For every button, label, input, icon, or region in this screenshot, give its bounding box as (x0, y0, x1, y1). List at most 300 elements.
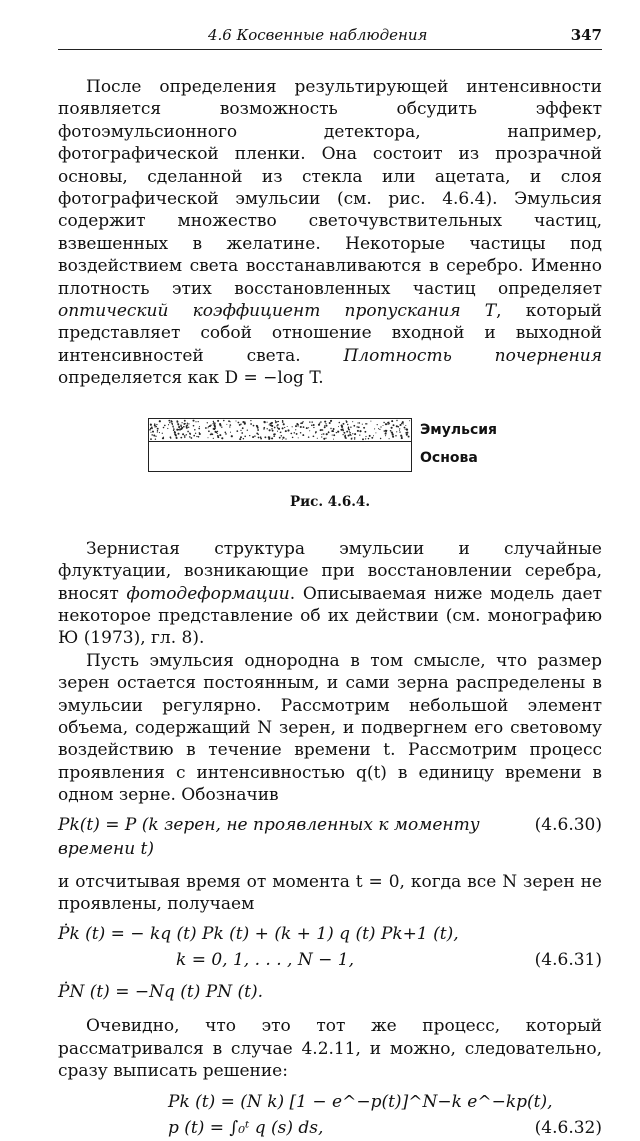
grain-dot (296, 433, 298, 435)
grain-dot (221, 437, 223, 439)
page-number: 347 (570, 26, 602, 44)
grain-dot (408, 435, 410, 437)
grain-dot (392, 433, 394, 435)
grain-dot (322, 429, 324, 431)
grain-dot (274, 433, 276, 435)
grain-dot (359, 430, 361, 432)
grain-dot (321, 434, 322, 435)
figure-caption: Рис. 4.6.4. (289, 493, 371, 510)
grain-dot (221, 426, 222, 427)
equation-line-2: k = 0, 1, . . . , N − 1, (176, 950, 354, 971)
grain-dot (405, 428, 406, 429)
grain-dot (377, 424, 378, 425)
grain-dot (344, 432, 346, 434)
grain-dot (325, 423, 326, 424)
grain-dot (362, 438, 364, 440)
grain-dot (392, 435, 394, 437)
grain-dot (219, 424, 221, 426)
grain-dot (150, 427, 151, 428)
grain-dot (351, 434, 352, 435)
grain-dot (267, 421, 268, 422)
grain-dot (346, 430, 348, 432)
grain-dot (406, 433, 408, 435)
grain-dot (257, 429, 259, 431)
grain-dot (263, 428, 264, 429)
grain-dot (195, 432, 196, 433)
equation-number: (4.6.30) (534, 814, 602, 835)
grain-dot (258, 436, 260, 438)
grain-dot (271, 425, 273, 427)
grain-dot (278, 428, 280, 430)
page (58, 22, 602, 1141)
grain-dot (396, 431, 397, 432)
paragraph-1: После определения результирующей интенсивности появляется возможность обсудить эффект фотоэмульсионного детектора, например, фотографической пленки. Она состоит из прозрачной основы, сделанной из стекла или ацетата, и слоя фотографической эмульсии (см. рис. 4.6.4). Эмульсия содержит множество светочувствительных частиц, взвешенных в желатине. Некоторые частицы под воздействием света восстанавливаются в серебро. Именно плотность этих восстановленных частиц определяет оптический коэффициент пропускания T, который представляет собой отношение входной и выходной интенсивностей света. Плотность почернения определяется как D = −log T. (58, 77, 602, 389)
grain-dot (207, 422, 208, 423)
grain-dot (332, 434, 333, 435)
grain-dot (298, 437, 299, 438)
grain-dot (347, 423, 348, 424)
grain-dot (187, 422, 188, 423)
grain-dot (217, 430, 218, 431)
grain-dot (362, 423, 363, 424)
grain-dot (224, 431, 226, 433)
grain-dot (189, 436, 191, 438)
grain-dot (175, 434, 177, 436)
grain-dot (385, 423, 387, 425)
grain-dot (346, 421, 347, 422)
grain-dot (337, 430, 339, 432)
grain-dot (179, 429, 181, 431)
grain-dot (214, 422, 216, 424)
grain-dot (157, 431, 158, 432)
grain-dot (155, 435, 156, 436)
term-optical-transmission: оптический коэффициент пропускания T (58, 301, 497, 322)
grain-dot (193, 425, 195, 427)
grain-dot (247, 429, 248, 430)
grain-dot (164, 424, 166, 426)
grain-dot (167, 428, 168, 429)
grain-dot (208, 437, 209, 438)
grain-dot (219, 434, 221, 436)
grain-dot (396, 425, 398, 427)
equation-line-3: ṖN (t) = −Nq (t) PN (t). (58, 982, 263, 1003)
equation-body: Pk(t) = P (k зерен, не проявленных к моменту времени t) (58, 814, 480, 859)
grain-dot (282, 438, 283, 439)
grain-dot (196, 436, 197, 437)
grain-dot (240, 429, 241, 430)
grain-dot (290, 432, 292, 434)
grain-dot (349, 431, 350, 432)
grain-dot (285, 430, 287, 432)
grain-dot (342, 429, 344, 431)
grain-dot (319, 422, 320, 423)
grain-dot (223, 419, 225, 421)
grain-dot (229, 424, 231, 426)
grain-dot (252, 436, 254, 438)
grain-dot (363, 427, 365, 429)
grain-dot (354, 437, 356, 439)
grain-dot (237, 421, 239, 423)
grain-dot (177, 423, 179, 425)
grain-dot (320, 421, 322, 423)
grain-dot (184, 419, 186, 421)
emulsion-grain-pattern (149, 419, 411, 441)
grain-dot (277, 425, 278, 426)
grain-dot (176, 437, 178, 439)
grain-dot (323, 433, 325, 435)
grain-dot (263, 421, 265, 423)
grain-dot (151, 427, 153, 429)
grain-dot (250, 420, 251, 421)
grain-dot (393, 424, 395, 426)
grain-dot (186, 434, 187, 435)
grain-dot (366, 423, 367, 424)
grain-dot (300, 426, 302, 428)
paragraph-3: Пусть эмульсия однородна в том смысле, что размер зерен остается постоянным, и сами зерна распределены в эмульсии регулярно. Рассмотрим небольшой элемент объема, содержащий N зерен, и подвергнем его световому воздействию в течение времени t. Рассмотрим процесс проявления с интенсивностью q(t) в единицу времени в одном зерне. Обозначив (58, 650, 602, 806)
grain-dot (326, 433, 328, 435)
term-photodeformation: фотодеформации (126, 583, 290, 604)
grain-dot (274, 426, 276, 428)
grain-dot (373, 435, 374, 436)
grain-dot (159, 432, 160, 433)
grain-dot (383, 430, 385, 432)
grain-dot (300, 422, 302, 424)
grain-dot (159, 420, 161, 422)
grain-dot (333, 438, 334, 439)
grain-dot (210, 434, 211, 435)
grain-dot (358, 426, 360, 428)
grain-dot (157, 427, 159, 429)
grain-dot (176, 420, 178, 422)
grain-dot (260, 437, 262, 439)
grain-dot (173, 426, 174, 427)
grain-dot (214, 425, 216, 427)
grain-dot (405, 432, 407, 434)
grain-dot (359, 422, 360, 423)
grain-dot (249, 435, 250, 436)
grain-dot (240, 423, 241, 424)
grain-dot (303, 426, 305, 428)
grain-dot (285, 438, 286, 439)
grain-dot (198, 427, 200, 429)
grain-dot (287, 429, 289, 431)
grain-dot (375, 432, 376, 433)
grain-dot (275, 420, 276, 421)
grain-dot (371, 437, 373, 439)
grain-dot (364, 431, 366, 433)
grain-dot (176, 428, 178, 430)
grain-dot (229, 426, 230, 427)
grain-dot (178, 426, 180, 428)
grain-dot (404, 426, 406, 428)
grain-dot (315, 431, 317, 433)
grain-dot (313, 427, 314, 428)
grain-dot (333, 434, 335, 436)
grain-dot (406, 428, 408, 430)
grain-dot (330, 427, 331, 428)
grain-dot (180, 425, 182, 427)
grain-dot (193, 434, 195, 436)
grain-dot (320, 429, 322, 431)
grain-dot (211, 432, 212, 433)
equation-line-1: Pk (t) = (N k) [1 − e^−p(t)]^N−k e^−kp(t), (168, 1091, 553, 1112)
grain-dot (317, 437, 318, 438)
grain-dot (380, 437, 381, 438)
grain-dot (300, 432, 302, 434)
grain-dot (354, 433, 356, 435)
grain-dot (383, 421, 384, 422)
grain-dot (380, 426, 381, 427)
grain-dot (391, 426, 393, 428)
grain-dot (269, 424, 270, 425)
grain-dot (241, 432, 243, 434)
grain-dot (396, 419, 397, 420)
grain-dot (333, 428, 335, 430)
grain-dot (188, 423, 189, 424)
grain-dot (295, 425, 297, 427)
grain-dot (292, 426, 293, 427)
grain-dot (239, 438, 241, 440)
grain-dot (178, 432, 180, 434)
grain-dot (150, 431, 151, 432)
section-title: 4.6 Косвенные наблюдения (208, 26, 428, 44)
grain-dot (186, 424, 188, 426)
grain-dot (385, 432, 387, 434)
grain-dot (387, 421, 389, 423)
grain-dot (181, 427, 183, 429)
equation-number: (4.6.31) (534, 950, 602, 971)
grain-dot (357, 422, 358, 423)
grain-dot (282, 420, 283, 421)
grain-dot (254, 435, 256, 437)
grain-dot (263, 427, 265, 429)
grain-dot (318, 423, 320, 425)
grain-dot (370, 420, 371, 421)
grain-dot (405, 425, 406, 426)
grain-dot (328, 431, 330, 433)
grain-dot (389, 423, 390, 424)
paragraph-5: Очевидно, что это тот же процесс, который рассматривался в случае 4.2.11, и можно, следовательно, сразу выписать решение: (58, 1016, 602, 1082)
equation-4-6-31 (58, 921, 602, 1005)
grain-dot (257, 427, 259, 429)
grain-dot (277, 427, 278, 428)
grain-dot (352, 421, 353, 422)
grain-dot (194, 429, 196, 431)
grain-dot (275, 421, 277, 423)
grain-dot (359, 434, 360, 435)
grain-dot (309, 430, 310, 431)
grain-dot (213, 420, 214, 421)
grain-dot (395, 435, 397, 437)
grain-dot (240, 436, 242, 438)
grain-dot (271, 428, 272, 429)
grain-dot (348, 434, 350, 436)
grain-dot (272, 429, 274, 431)
grain-dot (342, 434, 343, 435)
grain-dot (156, 426, 157, 427)
grain-dot (273, 435, 275, 437)
grain-dot (313, 435, 315, 437)
grain-dot (349, 432, 350, 433)
equation-4-6-30 (58, 813, 602, 861)
grain-dot (281, 435, 283, 437)
grain-dot (215, 430, 217, 432)
grain-dot (336, 432, 337, 433)
grain-dot (205, 427, 207, 429)
grain-dot (343, 423, 345, 425)
grain-dot (284, 427, 285, 428)
grain-dot (283, 423, 285, 425)
grain-dot (296, 423, 298, 425)
grain-dot (385, 429, 387, 431)
grain-dot (345, 436, 347, 438)
grain-dot (399, 429, 400, 430)
base-layer (148, 441, 412, 472)
equation-line-2: p (t) = ∫₀ᵗ q (s) ds, (168, 1117, 324, 1138)
grain-dot (368, 438, 369, 439)
grain-dot (213, 423, 214, 424)
grain-dot (267, 428, 268, 429)
grain-dot (191, 437, 193, 439)
grain-dot (236, 430, 238, 432)
grain-dot (213, 427, 214, 428)
grain-dot (338, 426, 339, 427)
grain-dot (168, 424, 169, 425)
grain-dot (151, 434, 153, 436)
grain-dot (390, 430, 392, 432)
grain-dot (399, 431, 400, 432)
grain-dot (208, 426, 209, 427)
equation-4-6-32 (58, 1089, 602, 1141)
grain-dot (180, 436, 182, 438)
grain-dot (353, 425, 355, 427)
grain-dot (378, 428, 379, 429)
grain-dot (169, 422, 170, 423)
grain-dot (230, 421, 231, 422)
grain-dot (311, 424, 313, 426)
grain-dot (207, 427, 208, 428)
grain-dot (308, 427, 309, 428)
grain-dot (379, 428, 380, 429)
paragraph-4: и отсчитывая время от момента t = 0, когда все N зерен не проявлены, получаем (58, 871, 602, 914)
grain-dot (382, 425, 383, 426)
grain-dot (171, 420, 173, 422)
grain-dot (387, 423, 388, 424)
grain-dot (311, 421, 312, 422)
grain-dot (324, 426, 326, 428)
grain-dot (184, 437, 185, 438)
grain-dot (231, 435, 233, 437)
grain-dot (183, 426, 185, 428)
grain-dot (174, 429, 175, 430)
grain-dot (150, 423, 152, 425)
grain-dot (399, 428, 400, 429)
grain-dot (163, 426, 165, 428)
grain-dot (181, 422, 182, 423)
grain-dot (212, 433, 214, 435)
equation-line-1: Ṗk (t) = − kq (t) Pk (t) + (k + 1) q (t) Pk+1 (t), (58, 924, 459, 945)
grain-dot (172, 424, 173, 425)
grain-dot (189, 432, 190, 433)
grain-dot (174, 431, 176, 433)
grain-dot (187, 430, 189, 432)
grain-dot (350, 426, 351, 427)
paragraph-2: Зернистая структура эмульсии и случайные флуктуации, возникающие при восстановлении серебра, вносят фотодеформации. Описываемая ниже модель дает некоторое представление об их действии (см. монографию Ю (1973), гл. 8). (58, 538, 602, 649)
grain-dot (326, 424, 328, 426)
grain-dot (302, 434, 304, 436)
grain-dot (324, 420, 326, 422)
grain-dot (188, 426, 189, 427)
grain-dot (226, 424, 227, 425)
grain-dot (356, 426, 357, 427)
grain-dot (257, 433, 259, 435)
grain-dot (389, 438, 390, 439)
equation-number: (4.6.32) (534, 1117, 602, 1138)
emulsion-label: Эмульсия (420, 421, 498, 438)
grain-dot (340, 428, 342, 430)
grain-dot (150, 438, 152, 440)
grain-dot (264, 436, 266, 438)
grain-dot (402, 436, 403, 437)
emulsion-layer (148, 418, 412, 442)
grain-dot (199, 432, 200, 433)
grain-dot (401, 422, 403, 424)
grain-dot (149, 429, 151, 431)
grain-dot (230, 431, 231, 432)
grain-dot (242, 427, 244, 429)
grain-dot (217, 436, 219, 438)
grain-dot (365, 438, 366, 439)
grain-dot (199, 426, 200, 427)
grain-dot (357, 430, 359, 432)
grain-dot (183, 423, 185, 425)
grain-dot (217, 433, 218, 434)
grain-dot (277, 430, 278, 431)
grain-dot (280, 431, 281, 432)
grain-dot (163, 436, 164, 437)
grain-dot (154, 424, 156, 426)
grain-dot (313, 424, 315, 426)
grain-dot (244, 435, 246, 437)
grain-dot (269, 437, 271, 439)
grain-dot (352, 433, 353, 434)
grain-dot (403, 423, 404, 424)
figure-4-6-4 (58, 404, 602, 524)
grain-dot (282, 421, 284, 423)
term-density: Плотность почернения (343, 345, 602, 366)
grain-dot (250, 423, 252, 425)
grain-dot (341, 426, 343, 428)
grain-dot (309, 421, 310, 422)
grain-dot (399, 424, 401, 426)
grain-dot (385, 435, 386, 436)
grain-dot (331, 430, 333, 432)
grain-dot (155, 438, 156, 439)
grain-dot (321, 436, 322, 437)
grain-dot (195, 421, 196, 422)
grain-dot (369, 435, 371, 437)
grain-dot (170, 437, 171, 438)
grain-dot (306, 427, 308, 429)
grain-dot (351, 437, 352, 438)
grain-dot (162, 432, 163, 433)
grain-dot (302, 421, 303, 422)
grain-dot (348, 428, 350, 430)
grain-dot (391, 420, 393, 422)
grain-dot (277, 424, 279, 426)
grain-dot (323, 437, 325, 439)
grain-dot (409, 420, 410, 421)
